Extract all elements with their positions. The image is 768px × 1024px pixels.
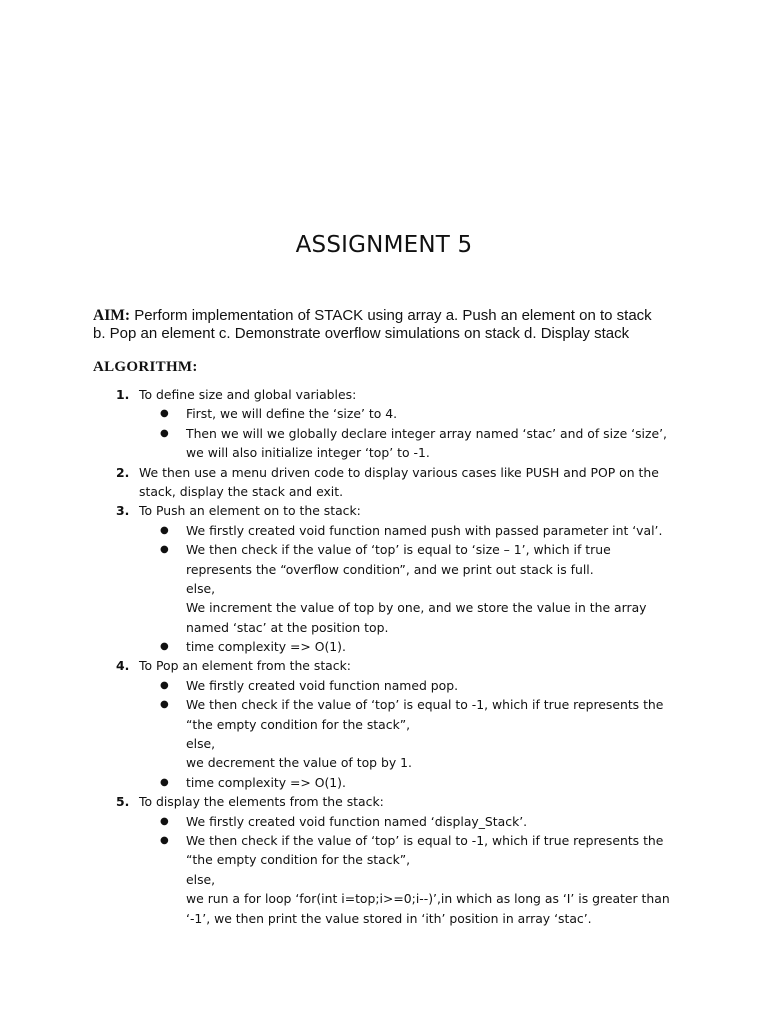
bullet-line — [0, 598, 768, 617]
aim-paragraph — [93, 307, 683, 343]
step-line — [0, 501, 768, 520]
bullet-text: named ‘stac’ at the position top. — [186, 619, 389, 635]
bullet-line — [0, 521, 768, 540]
algorithm-heading: ALGORITHM: — [93, 359, 198, 375]
bullet-text: We firstly created void function named pop. — [186, 677, 459, 693]
bullet-line — [0, 579, 768, 598]
bullet-line — [0, 637, 768, 656]
bullet-text: “the empty condition for the stack”, — [186, 716, 411, 732]
bullet-line — [0, 753, 768, 772]
bullet-text: else, — [186, 580, 216, 596]
aim-text-1: Perform implementation of STACK using array a. Push an element on to stack — [130, 307, 652, 324]
step-text: To define size and global variables: — [139, 387, 357, 402]
bullet-line — [0, 870, 768, 889]
bullet-text: time complexity => O(1). — [186, 639, 346, 655]
bullet-text: “the empty condition for the stack”, — [186, 852, 411, 868]
bullet-text: time complexity => O(1). — [186, 774, 346, 790]
aim-line-1 — [93, 307, 683, 325]
bullet-icon: ● — [160, 641, 169, 653]
step-text: To display the elements from the stack: — [139, 794, 384, 810]
step-line — [0, 385, 768, 404]
bullet-text: We firstly created void function named push with passed parameter int ‘val’. — [186, 522, 663, 538]
step-line — [0, 482, 768, 501]
algorithm-steps — [0, 385, 768, 928]
bullet-icon: ● — [160, 408, 169, 420]
bullet-text: we will also initialize integer ‘top’ to -1. — [186, 445, 430, 461]
bullet-text: else, — [186, 736, 216, 752]
bullet-icon: ● — [160, 524, 169, 536]
bullet-icon: ● — [160, 427, 169, 439]
step-line — [0, 656, 768, 675]
bullet-icon: ● — [160, 699, 169, 711]
bullet-text: we run a for loop ‘for(int i=top;i>=0;i--)’,in which as long as ‘I’ is greater than — [186, 891, 670, 907]
step-text: To Pop an element from the stack: — [139, 658, 351, 674]
step-number: 4. — [116, 658, 130, 674]
aim-label: AIM: — [93, 307, 131, 324]
bullet-line — [0, 734, 768, 753]
step-number: 2. — [116, 464, 130, 480]
bullet-line — [0, 404, 768, 423]
step-text: stack, display the stack and exit. — [139, 483, 344, 499]
bullet-text: we decrement the value of top by 1. — [186, 755, 412, 771]
step-number: 3. — [116, 503, 130, 519]
bullet-line — [0, 695, 768, 714]
bullet-text: We then check if the value of ‘top’ is equal to -1, which if true represents the — [186, 697, 664, 713]
bullet-text: We firstly created void function named ‘display_Stack’. — [186, 813, 528, 829]
bullet-text: represents the “overflow condition”, and we print out stack is full. — [186, 561, 594, 577]
bullet-line — [0, 560, 768, 579]
step-text: We then use a menu driven code to display various cases like PUSH and POP on the — [139, 464, 659, 480]
bullet-line — [0, 850, 768, 869]
bullet-line — [0, 443, 768, 462]
bullet-text: First, we will define the ‘size’ to 4. — [186, 406, 398, 422]
bullet-icon: ● — [160, 544, 169, 556]
bullet-text: Then we will we globally declare integer array named ‘stac’ and of size ‘size’, — [186, 425, 667, 441]
bullet-text: else, — [186, 871, 216, 887]
bullet-line — [0, 618, 768, 637]
step-number: 1. — [116, 387, 130, 402]
bullet-line — [0, 676, 768, 695]
bullet-icon: ● — [160, 834, 169, 846]
bullet-text: We then check if the value of ‘top’ is equal to -1, which if true represents the — [186, 832, 664, 848]
bullet-icon: ● — [160, 776, 169, 788]
bullet-icon: ● — [160, 679, 169, 691]
bullet-line — [0, 812, 768, 831]
bullet-line — [0, 715, 768, 734]
bullet-text: We then check if the value of ‘top’ is equal to ‘size – 1’, which if true — [186, 542, 611, 558]
bullet-line — [0, 909, 768, 928]
page-title: ASSIGNMENT 5 — [295, 232, 473, 258]
bullet-text: ‘-1’, we then print the value stored in ‘ith’ position in array ‘stac’. — [186, 910, 592, 926]
bullet-line — [0, 540, 768, 559]
step-text: To Push an element on to the stack: — [139, 503, 361, 519]
step-number: 5. — [116, 794, 130, 810]
bullet-line — [0, 424, 768, 443]
bullet-icon: ● — [160, 815, 169, 827]
bullet-line — [0, 773, 768, 792]
bullet-text: We increment the value of top by one, and we store the value in the array — [186, 600, 647, 616]
bullet-line — [0, 889, 768, 908]
aim-line-2: b. Pop an element c. Demonstrate overflow simulations on stack d. Display stack — [93, 325, 630, 342]
step-line — [0, 792, 768, 811]
step-line — [0, 463, 768, 482]
bullet-line — [0, 831, 768, 850]
